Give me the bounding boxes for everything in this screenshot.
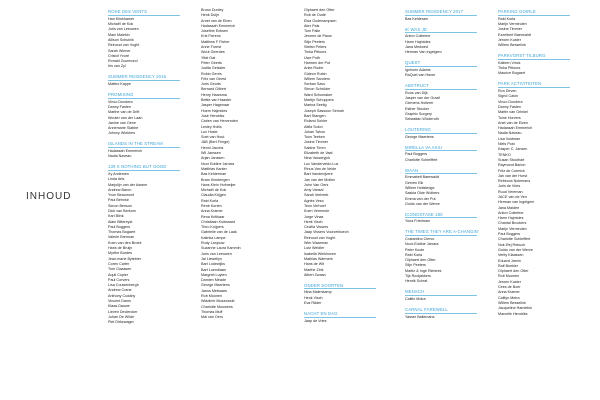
artist-name: Caitlyn Meira <box>498 295 520 300</box>
artist-name: Alain Biltereyst <box>108 219 133 224</box>
artist-name: Emma van der Put <box>405 196 436 201</box>
section-heading: NACHT EN DAG <box>304 311 376 318</box>
artist-name: Stijn Peeters <box>304 39 325 44</box>
artist-name: Josine Timmer <box>498 27 522 32</box>
artist-name: Susan Stouthart <box>498 157 525 162</box>
artist-name: Cristof Yvoré <box>108 53 130 58</box>
artist-name: Sebastian Wickeroth <box>405 117 439 122</box>
artist-name: Anton Cotteleer <box>405 34 431 39</box>
artist-name: Peter Koole <box>405 247 425 252</box>
artist-name: Bas Kelderam <box>405 16 429 21</box>
artist-name: Harm Hajmides <box>498 216 524 221</box>
artist-name: Jan van der Mollen <box>304 177 336 182</box>
section-heading: MENSCH <box>405 289 477 296</box>
artist-name: Jorge Vinas <box>304 214 324 219</box>
artist-name: Danny Fasten <box>108 104 131 109</box>
artist-name: Yifat Gat <box>201 55 216 60</box>
artist-name: Sigrid Calon <box>498 94 519 99</box>
artist-name: Hans de Wit <box>304 262 325 267</box>
artist-name: Johnny Wiekhes <box>108 131 136 136</box>
artist-name: Tinka Pittoors <box>304 50 327 55</box>
artist-name: Paul Corvers <box>108 277 130 282</box>
artist-name: Herman van Ingelgem <box>498 200 535 205</box>
artist-name: Noor-Eddine Jarrara <box>405 242 439 247</box>
artist-name: Harm Hajmides <box>405 39 431 44</box>
section-heading: IK WAS JE <box>405 27 477 34</box>
artist-name: Attila Solon <box>304 124 323 129</box>
artist-name: Olphaert den Otter <box>405 258 436 263</box>
artist-name: Lisa Vostman <box>498 136 521 141</box>
artist-name: Saskia Olde Wolbers <box>405 191 440 196</box>
artist-name: Anke Roder <box>304 66 324 71</box>
artist-name: Cecilia Vissers <box>304 225 329 230</box>
artist-name: Valerie Brennan <box>108 235 135 240</box>
artist-name: Lieven Declercker <box>108 309 138 314</box>
artist-name: Marthe Zink <box>304 267 324 272</box>
artist-name: Luc Hoste <box>201 129 218 134</box>
section-heading: PROMISING <box>108 92 180 99</box>
artist-name: Toon Teeken <box>304 135 325 140</box>
artist-name: Marina Seelig <box>304 103 327 108</box>
artist-name: Hans Klein Hofmeijer <box>201 182 236 187</box>
artist-name: Hadassah Emmerich <box>498 126 533 131</box>
artist-name: Esther Stocker <box>405 106 430 111</box>
artist-name: Guido van der Werve <box>498 247 533 252</box>
section-heading: 139 X NOTHING BUT GOOD <box>108 164 180 171</box>
artist-name: Noir-Rej Rebuck <box>498 242 526 247</box>
artist-name: Michaël de Kok <box>108 22 134 27</box>
artist-name: Martin & Inge Riebeek <box>405 268 442 273</box>
artist-name: Joris van Leeuwen <box>201 251 232 256</box>
artist-name: Isabella Wiekhoven <box>304 251 336 256</box>
artist-name: Peter Geerts <box>201 60 222 65</box>
artist-name: Ward Schumaker <box>304 92 333 97</box>
artist-name: Willem Hoitsledge <box>405 185 435 190</box>
artist-name: Thomas Bogaert <box>108 230 136 235</box>
artist-name: Rudy Lanjouw <box>201 241 225 246</box>
artist-name: Anthony Cudahy <box>108 293 136 298</box>
artist-name: RaQuel van Haver <box>405 73 436 78</box>
artist-name: Cees de Boer <box>498 285 521 290</box>
artist-name: Martin van Grinkel <box>498 110 528 115</box>
column-1 <box>108 8 180 326</box>
artist-name: Bettie van Haaster <box>201 98 232 103</box>
section-heading: CARNAL FAREWELL <box>405 307 477 314</box>
artist-name: Maurice Bogaert <box>498 71 526 76</box>
artist-name: Rob de Oude <box>304 13 326 18</box>
artist-name: Willem Besselink <box>498 300 526 305</box>
artist-name: Mathias Warmerk <box>304 256 333 261</box>
artist-name: Hadassah Emmerich <box>108 149 143 154</box>
artist-name: Jacqueline Hamelink <box>498 306 533 311</box>
artist-name: Fritz de Cormick <box>498 168 525 173</box>
artist-name: Nadia Naveau <box>498 131 522 136</box>
artist-name: Anna Kramer <box>201 209 223 214</box>
artist-name: Mai van Oers <box>201 315 223 320</box>
artist-name: Chantal Brockers <box>498 221 527 226</box>
artist-name: Marjolijn van der Assem <box>108 182 148 187</box>
artist-name: Jasper van der Graaf <box>405 96 440 101</box>
artist-name: Henk Visch <box>304 219 323 224</box>
artist-name: Tinka Pittoors <box>498 66 521 71</box>
section-heading: QUEST <box>405 60 477 67</box>
artist-name: Katleen Vinck <box>498 60 521 65</box>
artist-name: Matteo Kappe <box>108 82 131 87</box>
artist-name: Henry Haarsma <box>201 92 227 97</box>
column-2 <box>201 8 273 321</box>
artist-name: Jan van der Horst <box>498 173 528 178</box>
artist-name: Paul Boggers <box>498 232 521 237</box>
artist-name: Ezzelbert Baerwaldt <box>498 32 531 37</box>
section-heading: ICONOSTASE 180 <box>405 212 477 219</box>
artist-name: Anton Cotteleer <box>498 210 524 215</box>
artist-name: Raymond Barion <box>498 163 526 168</box>
artist-name: Bart Loendiaan <box>201 267 227 272</box>
artist-name: Charlotte Schleiffert <box>498 237 531 242</box>
artist-name: Lesley Hollis <box>201 124 222 129</box>
artist-name: Verity Klaassen <box>498 253 524 258</box>
artist-name: Willem Sanders <box>304 76 330 81</box>
artist-name: Noor Eddine Jarrara <box>201 161 235 166</box>
artist-name: Matthias Kanter <box>201 166 227 171</box>
artist-name: Yvon Beaumont <box>108 193 135 198</box>
artist-name: Amy Vansal <box>304 188 324 193</box>
artist-name: Gabrielle van de Laak <box>201 230 237 235</box>
artist-name: Albert Zwaan <box>304 272 326 277</box>
artist-name: Mani Malekin <box>108 32 130 37</box>
artist-name: Vinoo Dundera <box>498 99 523 104</box>
artist-name: TENKO <box>498 152 511 157</box>
artist-name: Suzanne Laura Kammin <box>201 246 241 251</box>
artist-name: Jana Maidee <box>498 205 520 210</box>
artist-name: Kasper C. Jansen <box>498 147 528 152</box>
artist-name: Klaas Dauwe <box>108 304 130 309</box>
artist-name: Wim Waarman <box>304 241 329 246</box>
section-heading: ONDER SOORTEN <box>304 283 376 290</box>
artist-name: Marthe van de Drift <box>108 110 140 115</box>
artist-name: Emmabelt Baerwaldt <box>405 175 440 180</box>
artist-name: Rabi Korla <box>405 252 423 257</box>
artist-name: Serban Savu <box>304 82 326 87</box>
artist-name: Coren Carter <box>108 261 130 266</box>
artist-name: Teun Verhoef <box>304 203 326 208</box>
artist-name: Jeroen Kuster <box>498 279 521 284</box>
artist-name: Bart Lodewijks <box>201 262 225 267</box>
artist-name: Charlotte Schleiffert <box>405 157 438 162</box>
artist-name: Yona Friedman <box>405 219 430 224</box>
artist-name: Wladimir Moszowski <box>201 299 235 304</box>
artist-name: Joris Geurts <box>201 82 221 87</box>
artist-name: Joseph Sassoon Semah <box>304 108 344 113</box>
artist-name: Toine Horvers <box>498 115 521 120</box>
artist-name: Bart Stangen <box>304 113 326 118</box>
artist-name: Reinoud van Vught <box>108 43 140 48</box>
artist-name: Eduard Jamin <box>498 258 521 263</box>
artist-name: Damien Meade <box>201 278 227 283</box>
artist-name: Huem Hajmides <box>201 108 228 113</box>
artist-name: Tom Palle <box>304 29 321 34</box>
artist-name: Lisa Couwenbergh <box>108 283 139 288</box>
artist-name: Han Klinkhamer <box>108 16 135 21</box>
artist-name: Reinoud van Vught <box>304 235 336 240</box>
artist-name: Rob Moonen <box>498 274 520 279</box>
artist-name: Jeroen Kuster <box>498 37 521 42</box>
artist-name: Ronald Zuurmond <box>108 59 138 64</box>
artist-name: Anet van de Elzen <box>498 120 528 125</box>
artist-name: Eva Räder <box>304 301 322 306</box>
artist-name: Elsa Oudenampsen <box>304 18 337 23</box>
artist-name: Alex Pals <box>304 23 320 28</box>
artist-name: Yasser Ballemans <box>405 314 435 319</box>
artist-name: Karl Blink <box>108 214 124 219</box>
artist-name: Harmen der Put <box>304 60 331 65</box>
artist-name: Christiaan Kuitwaard <box>201 219 236 224</box>
artist-name: Arjan Janssen <box>201 156 225 161</box>
artist-name: Ruud Vereman <box>498 189 523 194</box>
artist-name: Rabi Korla <box>498 16 516 21</box>
artist-name: Niels Post <box>498 142 515 147</box>
artist-name: Olphaert den Otter <box>304 8 335 12</box>
artist-name: Jana Medwed <box>405 44 428 49</box>
artist-name: Hadassah Emmerich <box>201 23 236 28</box>
artist-name: Rinus Van de Velde <box>304 166 337 171</box>
artist-name: Sarah Verbeek <box>304 193 329 198</box>
artist-name: Simon Schröder <box>304 87 331 92</box>
artist-name: Rebecca Nolemans <box>498 179 531 184</box>
artist-name: Bruno Dunley <box>201 8 224 12</box>
artist-name: Michaël de Kok <box>201 188 227 193</box>
artist-name: Matthew F Fisher <box>201 39 230 44</box>
artist-name: Josefine Eriksen <box>201 29 229 34</box>
artist-name: Andrew Crane <box>108 288 132 293</box>
artist-name: Clemens Hollerer <box>405 101 434 106</box>
artist-name: Nina Vanweyjck <box>304 156 330 161</box>
artist-name: Xy Andersen <box>108 171 129 176</box>
artist-name: Olphaert den Otter <box>498 269 529 274</box>
artist-name: Willem Besselink <box>498 43 526 48</box>
artist-name: Elizabeth de Vaal <box>304 151 333 156</box>
artist-name: Caitlin Moira <box>405 296 426 301</box>
artist-name: Arnet van de Eben <box>201 18 232 23</box>
artist-name: Joris de Vries <box>498 184 521 189</box>
artist-name: José Hendriks <box>201 113 225 118</box>
artist-name: Rabi Korla <box>201 198 219 203</box>
artist-name: Simon Benson <box>108 203 132 208</box>
artist-name: J&B (Bert Fringe) <box>201 140 230 145</box>
artist-name: Wouter van der Laan <box>108 115 143 120</box>
artist-name: Paul Boggers <box>108 224 131 229</box>
section-heading: MIRELLA VA AXIU <box>405 145 477 152</box>
artist-name: George Maertens <box>405 134 434 139</box>
artist-name: Bram Kinsbergen <box>201 177 230 182</box>
artist-name: Henrik Schrat <box>405 279 428 284</box>
section-heading: PARK ACTIVITEITEN <box>498 81 570 88</box>
artist-name: Costantino Ciervo <box>405 237 435 241</box>
artist-name: Carien van Hervenden <box>201 119 238 124</box>
artist-name: Janus Metsaars <box>201 288 228 293</box>
column-3 <box>304 8 376 324</box>
artist-name: Henni Jacobs <box>201 145 224 150</box>
column-5 <box>498 8 570 317</box>
artist-name: Jaap Vissers Voorzetboech <box>304 230 349 235</box>
artist-name: Luc Vanderveldo Lux <box>304 161 339 166</box>
artist-name: Roland Sohier <box>304 119 328 124</box>
artist-name: George Maertens <box>201 283 230 288</box>
section-heading: THE TIMES THEY ARE A-CHANGIN' <box>405 229 479 235</box>
artist-name: Judita Geissler <box>201 66 226 71</box>
section-heading: ISLANDS IN THE STREAM <box>108 141 180 148</box>
section-heading: ROSE DES VENTS <box>108 9 180 16</box>
artist-name: Bernard Gilbert <box>201 87 227 92</box>
artist-name: Roos van Dijk <box>405 90 428 95</box>
artist-name: Tijs Rooijakkers <box>405 274 431 279</box>
artist-name: Gerven Elk <box>405 180 424 185</box>
artist-name: Jerome de Pauw <box>304 34 332 39</box>
artist-name: Agnès Veso <box>304 198 324 203</box>
artist-name: Anna Kramer <box>498 290 520 295</box>
artist-name: Jean-marie Bytebier <box>108 256 141 261</box>
artist-name: Nina Malenkamp <box>304 290 332 295</box>
artist-name: Herman Van Ingelgem <box>405 50 442 55</box>
artist-name: Bas Kelderman <box>201 172 227 177</box>
artist-name: Sarah Wiener <box>108 48 131 53</box>
artist-name: Paul Behnke <box>108 198 129 203</box>
artist-name: Theo Kuijpers <box>201 225 224 230</box>
artist-name: Henk Visch <box>304 295 323 300</box>
artist-name: Katinka Lampe <box>201 235 226 240</box>
artist-name: Robin Gerris <box>201 71 222 76</box>
artist-name: Jaap de Vries <box>304 318 327 323</box>
column-4 <box>405 8 477 320</box>
artist-name: Ron Dirven <box>498 89 517 94</box>
section-heading: ABSTRUCT <box>405 83 477 90</box>
artist-name: Allison Schulnik <box>108 37 134 42</box>
section-heading: SUMMER RESIDENCY 2017 <box>405 9 477 16</box>
artist-name: Marcelle Hendriks <box>498 311 528 316</box>
section-heading: SUMMER RESIDENCY 2016 <box>108 74 180 81</box>
artist-name: Vincent Dams <box>108 299 131 304</box>
artist-name: Stefan Peters <box>304 45 327 50</box>
artist-name: Soet van Hout <box>201 135 225 140</box>
artist-name: Josine Timmer <box>304 140 328 145</box>
artist-name: Aquil Copier <box>108 272 129 277</box>
artist-name: Jai Llewellyn <box>201 256 222 261</box>
artist-name: Marijn Vermeulen <box>498 226 527 231</box>
artist-name: Johan Tahon <box>304 129 326 134</box>
artist-name: Danny Fasten <box>498 104 521 109</box>
artist-name: Margriet Luyten <box>201 272 227 277</box>
artist-name: Vinoo Dundera <box>108 99 133 104</box>
artist-name: Kris Fierens <box>201 34 221 39</box>
artist-name: Myrthe Burdes <box>108 251 132 256</box>
artist-name: Bart Vandevijvere <box>304 172 333 177</box>
artist-name: Koen van den Broek <box>108 240 142 245</box>
artist-name: Guido van der Werve <box>405 201 440 206</box>
artist-name: Rena Kritikaar <box>201 214 225 219</box>
artist-name: Johan De Wilde <box>108 314 135 319</box>
artist-name: Graphic Surgery <box>405 111 432 116</box>
section-heading: PARKVORST TILBURG <box>498 53 570 60</box>
artist-name: René Korten <box>201 203 222 208</box>
artist-name: Gideon Rubin <box>304 71 327 76</box>
artist-name: Nadia Naveau <box>108 154 132 159</box>
artist-name: Koen Vermeule <box>304 209 330 214</box>
artist-name: Joris van Leeuwen <box>108 27 139 32</box>
artist-name: Piet Dirkzwager <box>108 320 134 325</box>
artist-name: Lutz Weidler <box>304 246 325 251</box>
artist-name: Ralf Boekler <box>498 263 519 268</box>
section-heading: LOUTERING <box>405 127 477 134</box>
artist-name: Wout Geerdes <box>201 50 225 55</box>
artist-name: Claudia Krijgen <box>201 193 227 198</box>
artist-name: Tom Claassen <box>108 267 132 272</box>
artist-name: Annemarie Slabbe <box>108 126 139 131</box>
artist-name: Charlotte Mouwens <box>201 304 233 309</box>
artist-name: Rob Moonen <box>201 294 223 299</box>
artist-name: Hans de Bruijn <box>108 246 133 251</box>
artist-name: Henk Duijn <box>201 13 220 18</box>
page-title: INHOUD <box>26 191 72 202</box>
artist-name: Jasper Hagenaar <box>201 103 230 108</box>
artist-name: Anne Forest <box>201 45 222 50</box>
artist-name: Thomas Muff <box>201 309 223 314</box>
artist-name: Uwe Poth <box>304 55 320 60</box>
artist-name: Fritz van Geest <box>201 76 227 81</box>
section-heading: PARKING GOIRLE <box>498 9 570 16</box>
artist-name: Linda Arts <box>108 177 125 182</box>
artist-name: Andrew Baron <box>108 187 132 192</box>
artist-name: Iris van Zyl <box>108 64 126 69</box>
artist-name: Dick van Berkum <box>108 209 136 213</box>
artist-name: Paul Boggers <box>405 152 428 157</box>
artist-name: Stijn Peeters <box>405 263 426 268</box>
artist-name: Ignhoen Adams <box>405 67 431 72</box>
artist-name: Martijn Schuppers <box>304 98 334 103</box>
artist-name: Janine van Oene <box>108 120 136 125</box>
artist-name: JACE van de Ven <box>498 195 527 199</box>
artist-name: Wil Janssen <box>201 151 221 156</box>
artist-name: John Van Oers <box>304 182 329 187</box>
artist-name: Marijn Vermeulen <box>498 22 527 27</box>
artist-name: Sabine Timm <box>304 145 326 150</box>
section-heading: WAAN <box>405 168 477 175</box>
